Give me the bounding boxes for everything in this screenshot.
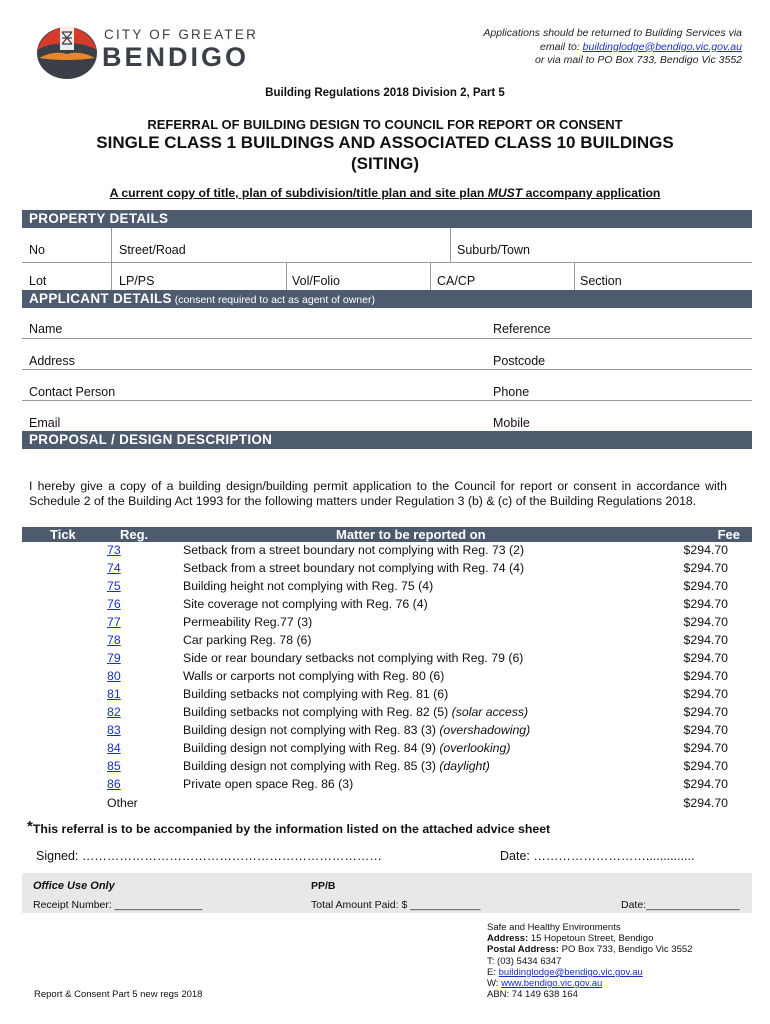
table-row [0, 597, 770, 615]
street-label: Street/Road [119, 243, 186, 257]
table-row [0, 669, 770, 687]
receipt-number-field[interactable]: Receipt Number: _______________ [33, 899, 203, 911]
matter-main: Side or rear boundary setbacks not complying with Reg. 79 (6) [183, 651, 524, 665]
requirement-after: accompany application [522, 186, 661, 200]
footer-web-prefix: W: [487, 978, 502, 990]
footer-address [487, 933, 692, 944]
matter-text [183, 615, 312, 629]
col-tick: Tick [50, 527, 76, 542]
form-title-line1: REFERRAL OF BUILDING DESIGN TO COUNCIL FOR REPORT OR CONSENT [147, 117, 623, 132]
contact-person-label: Contact Person [29, 385, 116, 399]
table-row [0, 543, 770, 561]
reg-link[interactable]: 83 [107, 723, 121, 737]
divider [111, 228, 112, 262]
form-title-main [0, 132, 770, 174]
property-details-header: PROPERTY DETAILS [22, 210, 752, 228]
matter-text [183, 633, 312, 647]
reg-link[interactable]: 77 [107, 615, 121, 629]
footer-email-link[interactable]: buildinglodge@bendigo.vic.gov.au [498, 966, 643, 978]
postcode-label: Postcode [493, 354, 546, 368]
matter-main: Site coverage not complying with Reg. 76 (4) [183, 597, 428, 611]
fee-value: $294.70 [683, 561, 728, 575]
matter-text [183, 597, 428, 611]
matter-italic: (overlooking) [439, 741, 511, 755]
matter-text [183, 687, 448, 701]
divider [286, 262, 287, 290]
advice-note [27, 815, 550, 836]
matter-italic: (solar access) [451, 705, 529, 719]
table-row [0, 687, 770, 705]
matter-italic: (daylight) [439, 759, 490, 773]
reg-link[interactable]: 82 [107, 705, 121, 719]
return-line3: or via mail to PO Box 733, Bendigo Vic 3552 [534, 54, 742, 66]
suburb-label: Suburb/Town [457, 243, 530, 257]
footer-email-prefix: E: [487, 966, 499, 978]
amount-paid-field[interactable]: Total Amount Paid: $ ____________ [311, 899, 481, 911]
email-label: Email [29, 416, 61, 430]
regulation-title: Building Regulations 2018 Division 2, Part 5 [265, 87, 505, 99]
matter-text [183, 741, 510, 755]
table-row [0, 723, 770, 741]
divider [574, 262, 575, 290]
table-row [0, 759, 770, 777]
divider [111, 262, 112, 290]
table-row [0, 705, 770, 723]
matter-main: Building setbacks not complying with Reg. 81 (6) [183, 687, 449, 701]
footer-postal-label: Postal Address: [487, 944, 559, 956]
matter-main: Setback from a street boundary not complying with Reg. 73 (2) [183, 543, 525, 557]
matter-main: Walls or carports not complying with Reg. 80 (6) [183, 669, 445, 683]
divider [450, 228, 451, 262]
office-use-title: Office Use Only [33, 880, 115, 892]
col-fee: Fee [717, 527, 740, 542]
phone-label: Phone [493, 385, 530, 399]
requirement-before: A current copy of title, plan of subdivision/title plan and site plan [109, 186, 488, 200]
footer-postal [487, 944, 692, 955]
reg-link[interactable]: 80 [107, 669, 121, 683]
lot-label: Lot [29, 274, 47, 288]
footer-doc-ref: Report & Consent Part 5 new regs 2018 [34, 989, 203, 1000]
reg-link[interactable]: 86 [107, 777, 121, 791]
matter-text [183, 651, 523, 665]
proposal-paragraph: I hereby give a copy of a building design/building permit application to the Council for report or consent in accordance with Schedule 2 of the Building Act 1993 for the following matters under Regulation 3 (b) & (c) of the Building Regulations 2018. [29, 479, 727, 508]
mobile-label: Mobile [493, 416, 530, 430]
matter-text [183, 777, 353, 791]
reg-link[interactable]: 75 [107, 579, 121, 593]
footer-email [487, 967, 692, 978]
matter-italic: (overshadowing) [439, 723, 531, 737]
footer-phone: T: (03) 5434 6347 [487, 955, 562, 967]
reg-link[interactable]: 73 [107, 543, 121, 557]
footer-address-value: 15 Hopetoun Street, Bendigo [528, 933, 654, 945]
reg-link[interactable]: 81 [107, 687, 121, 701]
matter-main: Private open space Reg. 86 (3) [183, 777, 354, 791]
office-ppb: PP/B [311, 880, 336, 892]
matter-main: Building design not complying with Reg. 85 (3) [183, 759, 440, 773]
table-row [0, 651, 770, 669]
applicant-line [22, 369, 752, 370]
form-title-line3: (SITING) [351, 154, 419, 173]
fee-value: $294.70 [683, 759, 728, 773]
form-title-line2: SINGLE CLASS 1 BUILDINGS AND ASSOCIATED CLASS 10 BUILDINGS [96, 133, 674, 152]
city-logo [34, 20, 264, 80]
applicant-line [22, 400, 752, 401]
divider [430, 262, 431, 290]
matter-main: Building design not complying with Reg. 84 (9) [183, 741, 440, 755]
requirement-note [0, 186, 770, 200]
proposal-header: PROPOSAL / DESIGN DESCRIPTION [22, 431, 752, 449]
footer-postal-value: PO Box 733, Bendigo Vic 3552 [558, 944, 693, 956]
applicant-details-header [22, 290, 752, 308]
logo-mark-icon [34, 20, 100, 80]
fee-value: $294.70 [683, 741, 728, 755]
signed-field[interactable]: Signed: ……………………………………………………………… [36, 849, 382, 863]
col-reg: Reg. [120, 527, 149, 542]
advice-text: This referral is to be accompanied by the information listed on the attached advice sheet [32, 822, 551, 837]
cacp-label: CA/CP [437, 274, 476, 288]
office-use-box [22, 873, 752, 913]
reg-link[interactable]: 78 [107, 633, 121, 647]
reg-link[interactable]: 76 [107, 597, 121, 611]
reg-link[interactable]: 74 [107, 561, 121, 575]
requirement-emph: MUST [487, 186, 523, 200]
return-line2 [322, 41, 742, 55]
table-row [0, 633, 770, 651]
footer-web [487, 978, 692, 989]
return-line1: Applications should be returned to Building Services via [483, 27, 742, 39]
return-email-link[interactable]: buildinglodge@bendigo.vic.gov.au [582, 40, 742, 53]
date-field[interactable]: Date: ……………………….............. [500, 849, 695, 863]
footer-address-label: Address: [487, 933, 529, 945]
advice-star: * [27, 818, 33, 835]
other-label: Other [107, 796, 138, 810]
fee-value: $294.70 [683, 687, 728, 701]
matter-main: Setback from a street boundary not complying with Reg. 74 (4) [183, 561, 525, 575]
fee-value: $294.70 [683, 669, 728, 683]
fee-value: $294.70 [683, 723, 728, 737]
section-label: Section [580, 274, 622, 288]
reg-link[interactable]: 85 [107, 759, 121, 773]
no-label: No [29, 243, 45, 257]
matter-text [183, 723, 530, 737]
name-label: Name [29, 322, 63, 336]
fee-value: $294.70 [683, 705, 728, 719]
return-email-prefix: email to: [540, 40, 583, 53]
matter-text [183, 669, 444, 683]
reference-label: Reference [493, 322, 551, 336]
footer-abn: ABN: 74 149 638 164 [487, 989, 578, 1001]
matter-text [183, 759, 490, 773]
fee-value: $294.70 [683, 543, 728, 557]
lpps-label: LP/PS [119, 274, 155, 288]
applicant-line [22, 338, 752, 339]
matter-text [183, 705, 528, 719]
other-fee: $294.70 [683, 796, 728, 810]
col-matter: Matter to be reported on [336, 527, 486, 542]
matter-main: Car parking Reg. 78 (6) [183, 633, 312, 647]
office-date-field[interactable]: Date:________________ [621, 899, 740, 911]
address-label: Address [29, 354, 75, 368]
applicant-header-note: (consent required to act as agent of owner) [171, 294, 375, 306]
table-row [0, 777, 770, 795]
fee-value: $294.70 [683, 777, 728, 791]
footer-contact [487, 922, 692, 1000]
applicant-header-text: APPLICANT DETAILS [29, 291, 172, 306]
fee-value: $294.70 [683, 597, 728, 611]
fee-value: $294.70 [683, 579, 728, 593]
table-row [0, 561, 770, 579]
volfolio-label: Vol/Folio [292, 274, 340, 288]
fee-value: $294.70 [683, 651, 728, 665]
fee-value: $294.70 [683, 615, 728, 629]
matter-text [183, 579, 433, 593]
property-row1-line [22, 262, 752, 263]
table-row [0, 615, 770, 633]
table-row [0, 741, 770, 759]
matter-main: Building design not complying with Reg. 83 (3) [183, 723, 440, 737]
logo-text-line2: BENDIGO [102, 42, 250, 72]
reg-link[interactable]: 79 [107, 651, 121, 665]
matter-main: Permeability Reg.77 (3) [183, 615, 313, 629]
matters-table-header [22, 527, 752, 542]
footer-web-link[interactable]: www.bendigo.vic.gov.au [501, 978, 603, 990]
matter-main: Building height not complying with Reg. 75 (4) [183, 579, 434, 593]
table-row [0, 579, 770, 597]
logo-text-line1: CITY OF GREATER [104, 27, 259, 42]
matter-text [183, 561, 524, 575]
return-instructions [322, 27, 742, 68]
footer-dept: Safe and Healthy Environments [487, 922, 621, 933]
table-row-other [0, 796, 770, 814]
fee-value: $294.70 [683, 633, 728, 647]
matter-main: Building setbacks not complying with Reg. 82 (5) [183, 705, 452, 719]
reg-link[interactable]: 84 [107, 741, 121, 755]
matter-text [183, 543, 524, 557]
